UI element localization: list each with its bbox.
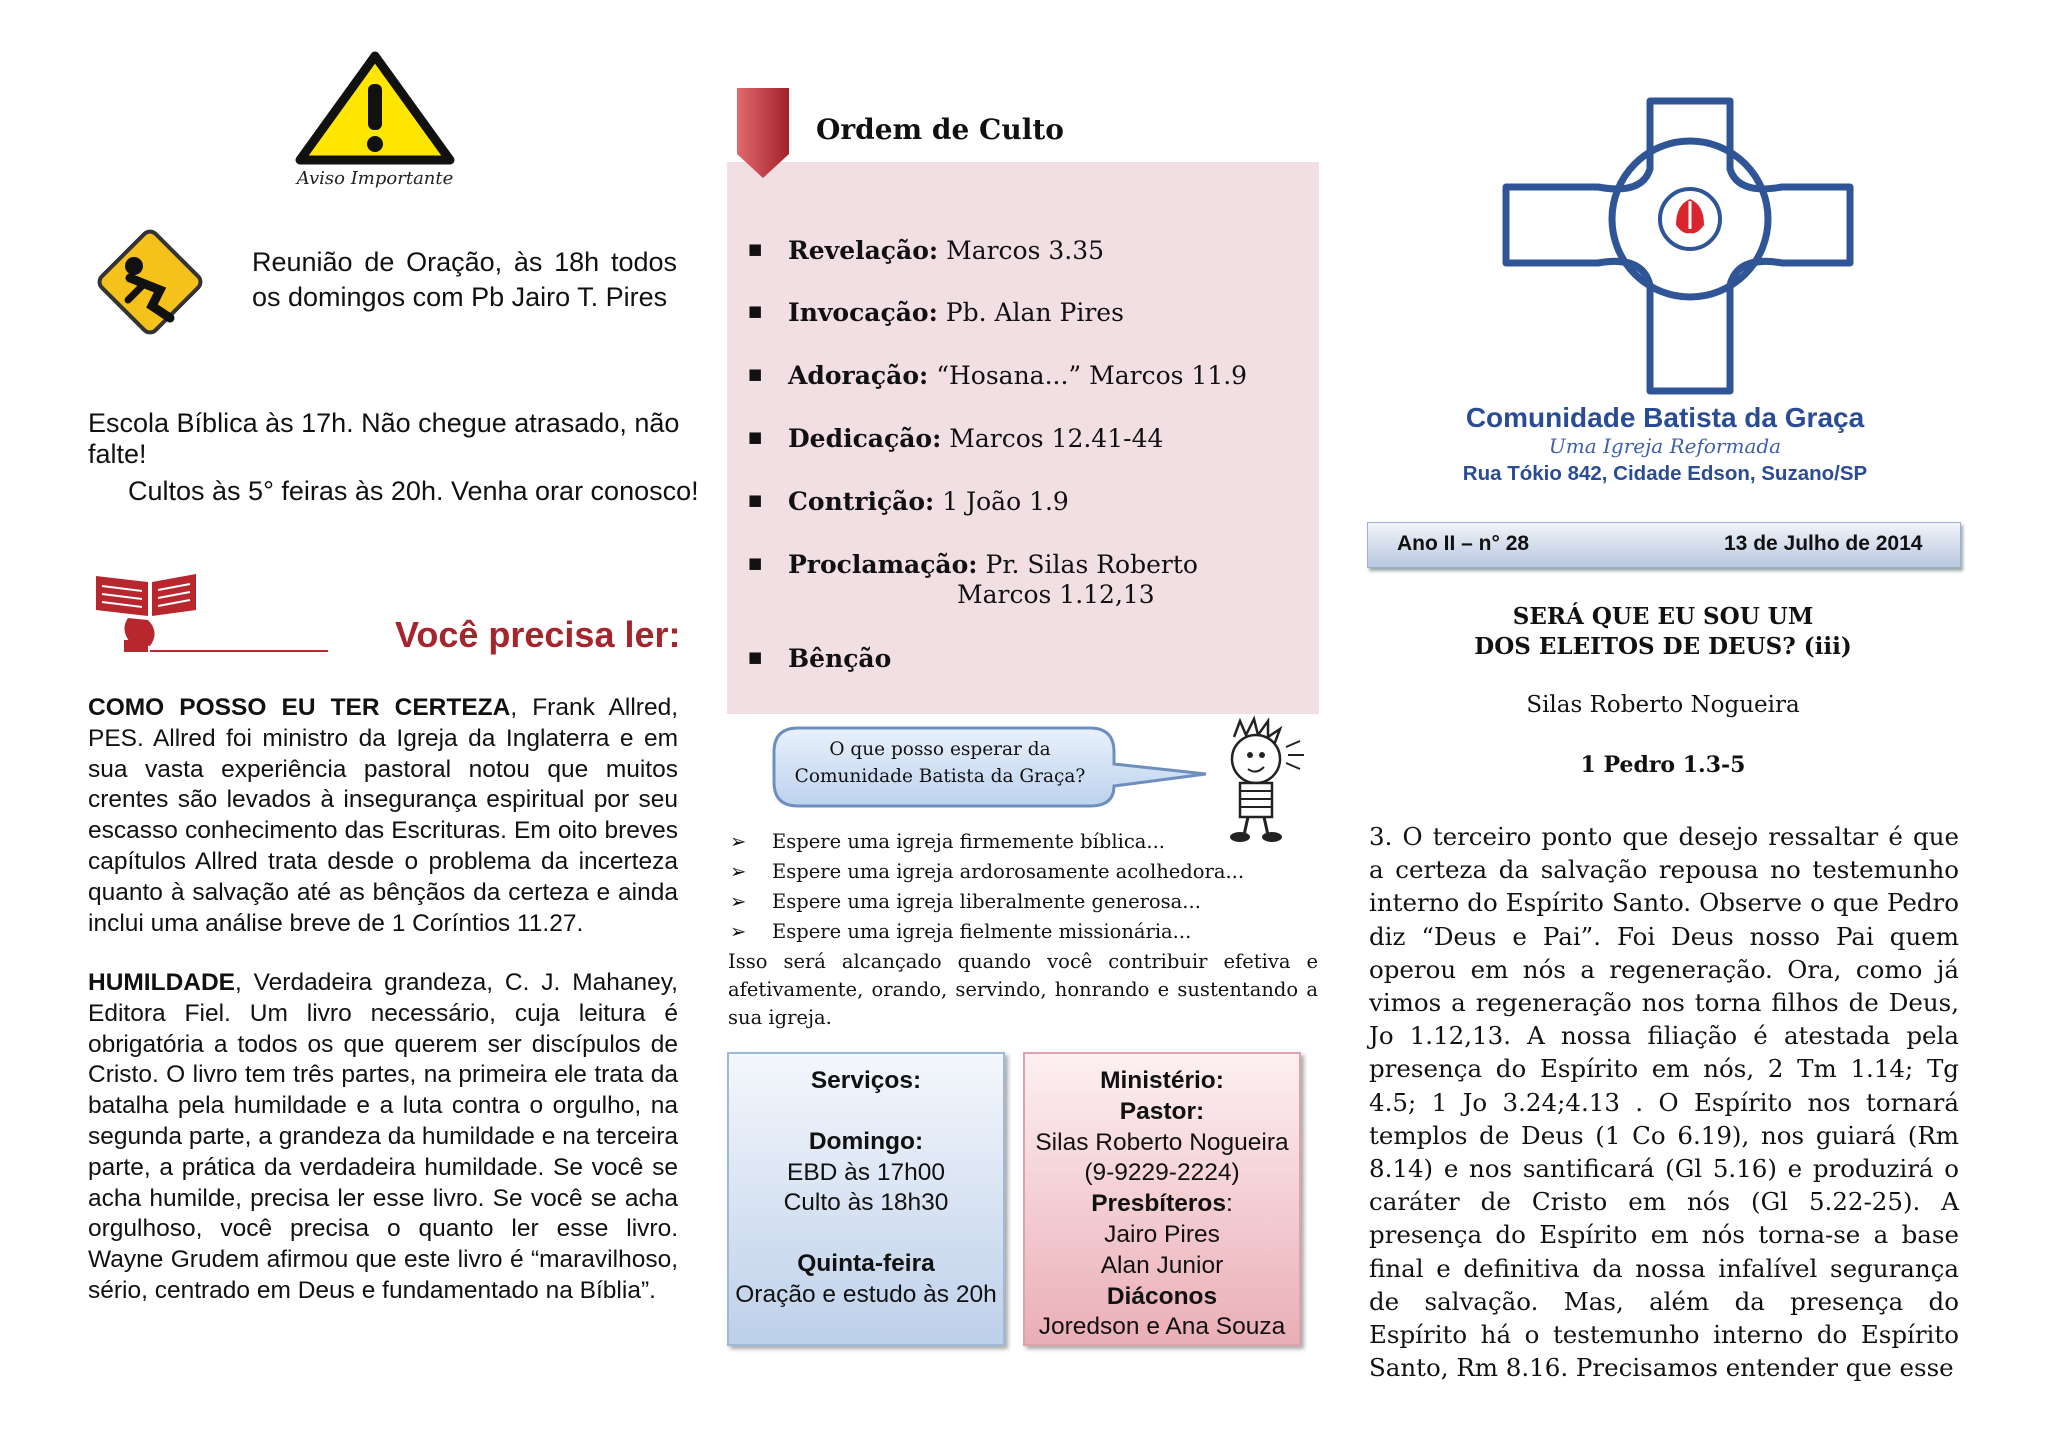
speech-bubble-question: O que posso esperar da Comunidade Batista da Graça?: [794, 739, 1086, 787]
arrow-bullet-icon: ➢: [730, 830, 747, 853]
expect-item: ➢ Espere uma igreja ardorosamente acolhedora...: [730, 860, 1245, 883]
order-value: Marcos 12.41-44: [949, 424, 1164, 453]
book-recommendation: [88, 693, 678, 939]
order-label: Dedicação:: [788, 424, 942, 453]
elders-label: Presbíteros: [1091, 1190, 1226, 1218]
article-body: 3. O terceiro ponto que desejo ressaltar é que a certeza da salvação repousa no testemunho interno do Espírito Santo. Observe o que Pedro diz “Deus e Pai”. Foi Deus nosso Pai quem operou em nós a regeneração. Ora, como já vimos a regeneração nos torna filhos de Deus, Jo 1.12,13. A nossa filiação é atestada pela presença do Espírito em nós, 2 Tm 1.14; Tg 4.5; 1 Jo 3.24;4.13 . O Espírito nos tornará templos de Deus (1 Co 6.19), nos guiará (Rm 8.14) e nos santificará (Gl 5.16) e produzirá o caráter de Cristo em nós (Gl 5.22-25). A presença do Espírito em nós torna-se a base final e definitiva da nossa infalível segurança de salvação. Mas, além da presença do Espírito há o testemunho interno do Espírito Santo, Rm 8.16. Precisamos entender que esse: [1369, 822, 1959, 1383]
bookmark-ribbon-icon: [737, 88, 789, 180]
article-author: Silas Roberto Nogueira: [1526, 692, 1800, 718]
pastor-label: Pastor:: [1119, 1097, 1205, 1125]
book-reading-icon: [90, 570, 330, 655]
elder-name: Jairo Pires: [1104, 1220, 1220, 1248]
notice-prayer-meeting: Reunião de Oração, às 18h todos os domingos com Pb Jairo T. Pires: [252, 247, 677, 312]
church-name: Comunidade Batista da Graça: [1465, 402, 1865, 433]
expect-item: ➢ Espere uma igreja liberalmente generosa...: [730, 890, 1201, 913]
expect-item: ➢ Espere uma igreja fielmente missionária...: [730, 920, 1192, 943]
order-value: “Hosana...” Marcos 11.9: [936, 361, 1248, 390]
warning-caption: Aviso Importante: [296, 168, 454, 188]
services-box: [727, 1052, 1005, 1346]
prayer-sign-icon: [90, 222, 210, 352]
order-title: Ordem de Culto: [816, 113, 1064, 146]
warning-sign: [290, 48, 460, 188]
thursday-prayer: Oração e estudo às 20h: [735, 1280, 997, 1308]
sunday-label: Domingo:: [808, 1127, 924, 1155]
order-label: Invocação:: [788, 298, 938, 327]
book-title: COMO POSSO EU TER CERTEZA: [88, 694, 511, 721]
arrow-bullet-icon: ➢: [730, 860, 747, 883]
book-title: HUMILDADE: [88, 969, 235, 996]
deacons-names: Joredson e Ana Souza: [1038, 1313, 1286, 1341]
issue-date: 13 de Julho de 2014: [1724, 532, 1923, 555]
order-label: Proclamação:: [788, 550, 978, 579]
elders-colon: :: [1226, 1190, 1233, 1218]
ministry-title: Ministério:: [1100, 1067, 1224, 1094]
services-title: Serviços:: [810, 1067, 922, 1094]
order-label: Adoração:: [788, 361, 929, 390]
deacons-label: Diáconos: [1106, 1282, 1218, 1310]
order-label: Bênção: [788, 644, 892, 673]
order-value: Pb. Alan Pires: [945, 298, 1124, 327]
thursday-label: Quinta-feira: [797, 1250, 935, 1278]
sunday-ebd: EBD às 17h00: [787, 1158, 945, 1186]
elder-name: Alan Junior: [1100, 1251, 1224, 1279]
article-reference: 1 Pedro 1.3-5: [1580, 752, 1746, 778]
pastor-phone: (9-9229-2224): [1084, 1159, 1240, 1187]
expect-note: Isso será alcançado quando você contribuir efetiva e afetivamente, orando, servindo, honrando e sustentando a sua igreja.: [728, 950, 1318, 1029]
church-cross-logo: [1500, 95, 1880, 405]
order-value: Pr. Silas Roberto: [985, 550, 1198, 579]
book-description: , Frank Allred, PES. Allred foi ministro da Igreja da Inglaterra e em sua vasta experiência pastoral notou que muitos crentes são levados à insegurança espiritual por seu escasso conhecimento das Escrituras. Em oito breves capítulos Allred trata desde o problema da incerteza quanto à salvação até as bênçãos da certeza e ainda inclui uma análise breve de 1 Coríntios 11.27.: [88, 694, 678, 937]
sunday-culto: Culto às 18h30: [783, 1189, 949, 1217]
order-value: Marcos 3.35: [946, 236, 1105, 265]
notice-bible-school: Escola Bíblica às 17h. Não chegue atrasado, não falte!: [88, 408, 680, 469]
order-label: Revelação:: [788, 236, 939, 265]
book-recommendation: [88, 968, 678, 1307]
issue-number: Ano II – n° 28: [1397, 532, 1530, 555]
arrow-bullet-icon: ➢: [730, 890, 747, 913]
article-title: SERÁ QUE EU SOU UM DOS ELEITOS DE DEUS? (iii): [1474, 603, 1852, 660]
order-label: Contrição:: [788, 487, 935, 516]
cartoon-character-icon: [1200, 715, 1315, 845]
order-value-second-line: Marcos 1.12,13: [957, 580, 1155, 609]
church-tagline: Uma Igreja Reformada: [1548, 434, 1782, 458]
arrow-bullet-icon: ➢: [730, 920, 747, 943]
church-address: Rua Tókio 842, Cidade Edson, Suzano/SP: [1462, 462, 1868, 485]
notice-thursday-cults: Cultos às 5° feiras às 20h. Venha orar conosco!: [128, 476, 699, 506]
reading-title: Você precisa ler:: [395, 614, 681, 655]
warning-triangle-icon: [290, 48, 460, 188]
book-description: , Verdadeira grandeza, C. J. Mahaney, Editora Fiel. Um livro necessário, cuja leitura é obrigatória a todos os que querem ser discípulos de Cristo. O livro tem três partes, na primeira ele trata da batalha pela humildade e a luta contra o orgulho, na segunda parte, a grandeza da humildade e na terceira parte, a prática da verdadeira humildade. Se você se acha humilde, precisa ler esse livro. Se você se acha orgulhoso, você precisa o quanto ler esse livro. Wayne Grudem afirmou que este livro é “maravilhoso, sério, centrado em Deus e fundamentado na Bíblia”.: [88, 969, 678, 1304]
expect-item: ➢ Espere uma igreja firmemente bíblica...: [730, 830, 1165, 853]
order-value: 1 João 1.9: [942, 487, 1069, 516]
pastor-name: Silas Roberto Nogueira: [1035, 1128, 1289, 1156]
ministry-box: [1023, 1052, 1301, 1346]
